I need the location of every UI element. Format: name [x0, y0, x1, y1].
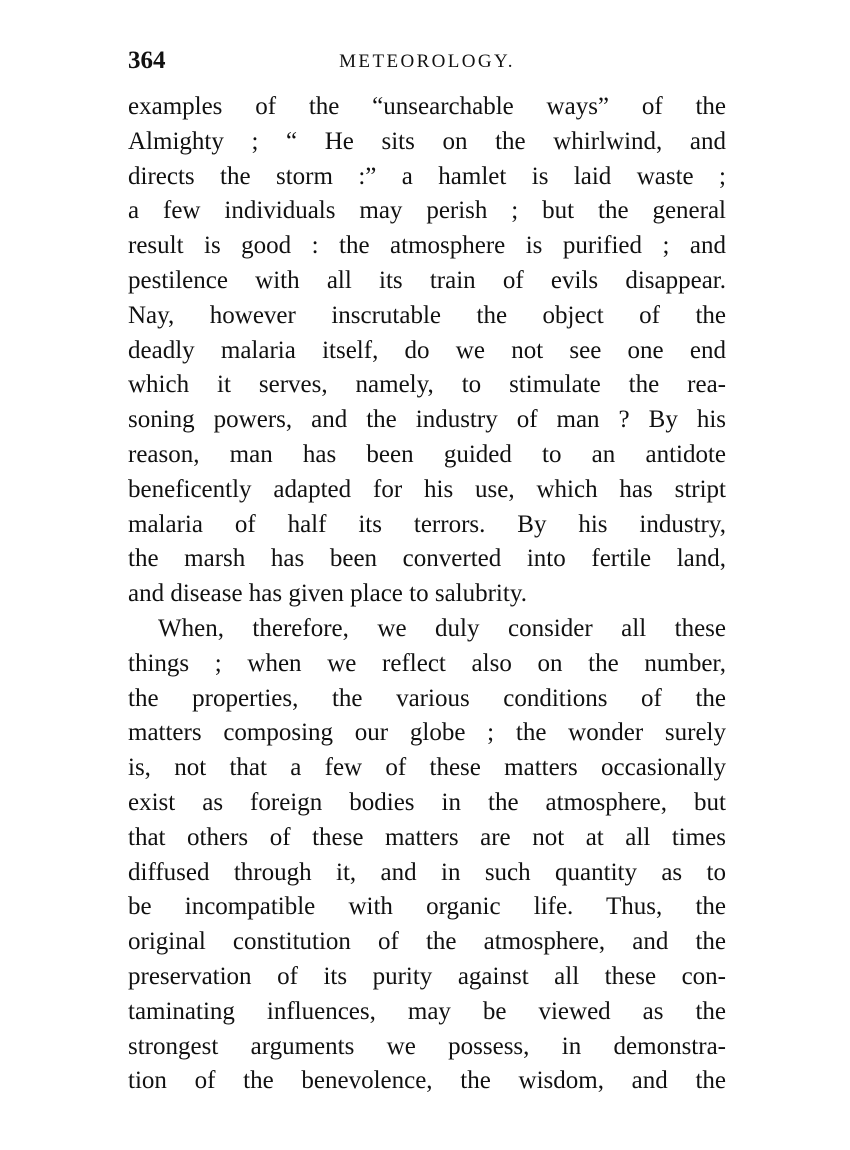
text-line: things ; when we reflect also on the number,	[128, 649, 726, 677]
text-line: tion of the benevolence, the wisdom, and the	[128, 1067, 726, 1095]
text-line: that others of these matters are not at all times	[128, 823, 726, 851]
text-line: original constitution of the atmosphere, and the	[128, 928, 726, 956]
text-line: which it serves, namely, to stimulate the rea-	[128, 371, 726, 399]
text-line: beneficently adapted for his use, which has stript	[128, 475, 726, 503]
text-line: the properties, the various conditions of the	[128, 684, 726, 712]
text-line: taminating influences, may be viewed as the	[128, 997, 726, 1025]
running-title: METEOROLOGY.	[339, 51, 515, 72]
page-header	[128, 44, 726, 78]
page-number: 364	[128, 47, 166, 74]
text-line: reason, man has been guided to an antidote	[128, 440, 726, 468]
text-line: be incompatible with organic life. Thus, the	[128, 893, 726, 921]
paragraph-end-line: and disease has given place to salubrity.	[128, 580, 527, 608]
text-line: exist as foreign bodies in the atmosphere, but	[128, 788, 726, 816]
text-line: diffused through it, and in such quantity as to	[128, 858, 726, 886]
text-line: directs the storm :” a hamlet is laid waste ;	[128, 162, 726, 190]
text-line: deadly malaria itself, do we not see one end	[128, 336, 726, 364]
text-line: is, not that a few of these matters occasionally	[128, 754, 726, 782]
paragraph-start-line: When, therefore, we duly consider all these	[158, 614, 726, 642]
body-text	[128, 90, 726, 1099]
text-line: result is good : the atmosphere is purified ; and	[128, 232, 726, 260]
text-line: strongest arguments we possess, in demonstra-	[128, 1032, 726, 1060]
text-line: examples of the “unsearchable ways” of the	[128, 93, 726, 120]
text-line: preservation of its purity against all these con-	[128, 962, 726, 990]
text-line: a few individuals may perish ; but the general	[128, 197, 726, 225]
text-line: the marsh has been converted into fertile land,	[128, 545, 726, 573]
text-line: matters composing our globe ; the wonder surely	[128, 719, 726, 747]
text-line: pestilence with all its train of evils disappear.	[128, 266, 726, 294]
text-line: soning powers, and the industry of man ? By his	[128, 406, 726, 434]
text-line: Almighty ; “ He sits on the whirlwind, and	[128, 127, 726, 155]
text-line: Nay, however inscrutable the object of the	[128, 301, 726, 329]
text-line: malaria of half its terrors. By his industry,	[128, 510, 726, 538]
